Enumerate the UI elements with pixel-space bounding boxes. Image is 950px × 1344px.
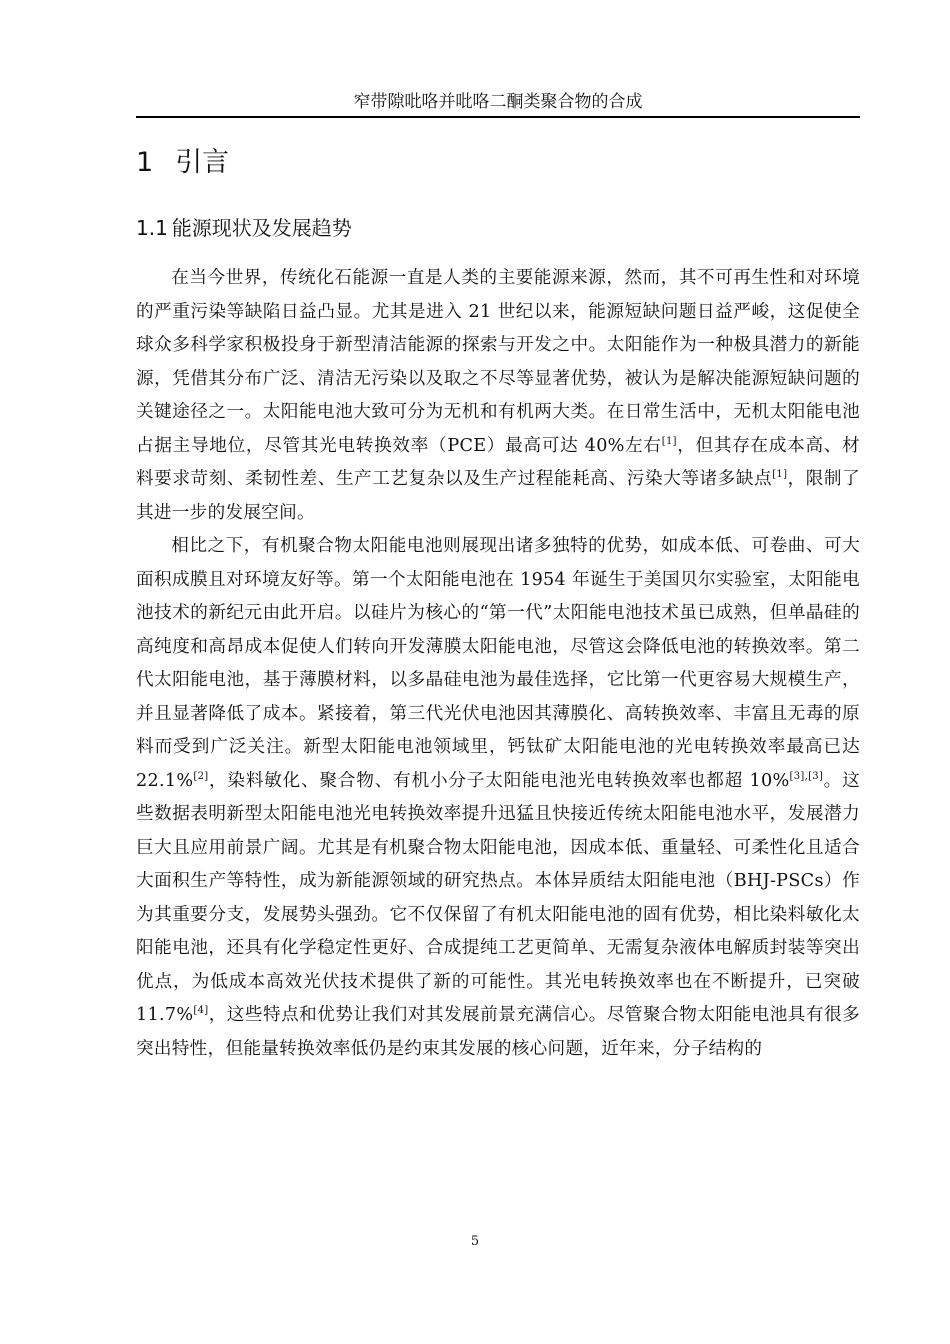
paragraph-text: 在当今世界，传统化石能源一直是人类的主要能源来源，然而，其不可再生性和对环境的严重污染等缺陷日益凸显。尤其是进入 21 世纪以来，能源短缺问题日益严峻，这促使全球众多科学家积极投身于新型清洁能源的探索与开发之中。太阳能作为一种极具潜力的新能源，凭借其分布广泛、清洁无污染以及取之不尽等显著优势，被认为是解决能源短缺问题的关键途径之一。太阳能电池大致可分为无机和有机两大类。在日常生活中，无机太阳能电池占据主导地位，尽管其光电转换效率（PCE）最高可达 40%左右 xyxy=(136,268,860,456)
header-rule xyxy=(136,116,860,118)
chapter-number: 1 xyxy=(136,147,154,178)
body-text xyxy=(136,262,860,1066)
paragraph-text: ，这些特点和优势让我们对其发展前景充满信心。尽管聚合物太阳能电池具有很多突出特性，但能量转换效率低仍是约束其发展的核心问题，近年来，分子结构的 xyxy=(136,1005,860,1059)
section-title: 能源现状及发展趋势 xyxy=(171,216,352,240)
section-heading xyxy=(136,213,352,243)
citation-ref: [3],[3] xyxy=(789,770,824,782)
chapter-heading xyxy=(136,144,229,182)
page-number: 5 xyxy=(470,1234,480,1249)
paragraph-text: 相比之下，有机聚合物太阳能电池则展现出诸多独特的优势，如成本低、可卷曲、可大面积成膜且对环境友好等。第一个太阳能电池在 1954 年诞生于美国贝尔实验室，太阳能电池技术的新纪元由此开启。以硅片为核心的“第一代”太阳能电池技术虽已成熟，但单晶硅的高纯度和高昂成本促使人们转向开发薄膜太阳能电池，尽管这会降低电池的转换效率。第二代太阳能电池，基于薄膜材料，以多晶硅电池为最佳选择，它比第一代更容易大规模生产，并且显著降低了成本。紧接着，第三代光伏电池因其薄膜化、高转换效率、丰富且无毒的原料而受到广泛关注。新型太阳能电池领域里，钙钛矿太阳能电池的光电转换效率最高已达 22.1% xyxy=(136,536,860,791)
paragraph-text: ，但其存在成本高、材料要求苛刻、柔韧性差、生产工艺复杂以及生产过程能耗高、污染大等诸多缺点 xyxy=(136,435,860,489)
paragraph xyxy=(136,262,860,530)
citation-ref: [1] xyxy=(772,469,788,480)
citation-ref: [1] xyxy=(661,435,677,447)
paragraph-text: ，限制了其进一步的发展空间。 xyxy=(136,469,860,523)
section-number: 1.1 xyxy=(136,216,168,240)
paragraph-text: ，染料敏化、聚合物、有机小分子太阳能电池光电转换效率也都超 10% xyxy=(208,770,790,791)
paragraph-text: 。这些数据表明新型太阳能电池光电转换效率提升迅猛且快接近传统太阳能电池水平，发展潜力巨大且应用前景广阔。尤其是有机聚合物太阳能电池，因成本低、重量轻、可柔性化且适合大面积生产等特性，成为新能源领域的研究热点。本体异质结太阳能电池（BHJ-PSCs）作为其重要分支，发展势头强劲。它不仅保留了有机太阳能电池的固有优势，相比染料敏化太阳能电池，还具有化学稳定性更好、合成提纯工艺更简单、无需复杂液体电解质封装等突出优点，为低成本高效光伏技术提供了新的可能性。其光电转换效率也在不断提升，已突破 11.7% xyxy=(136,770,860,1025)
running-header: 窄带隙吡咯并吡咯二酮类聚合物的合成 xyxy=(353,92,643,112)
paragraph xyxy=(136,530,860,1066)
citation-ref: [4] xyxy=(193,1005,209,1016)
citation-ref: [2] xyxy=(193,770,209,782)
chapter-title: 引言 xyxy=(175,147,230,178)
